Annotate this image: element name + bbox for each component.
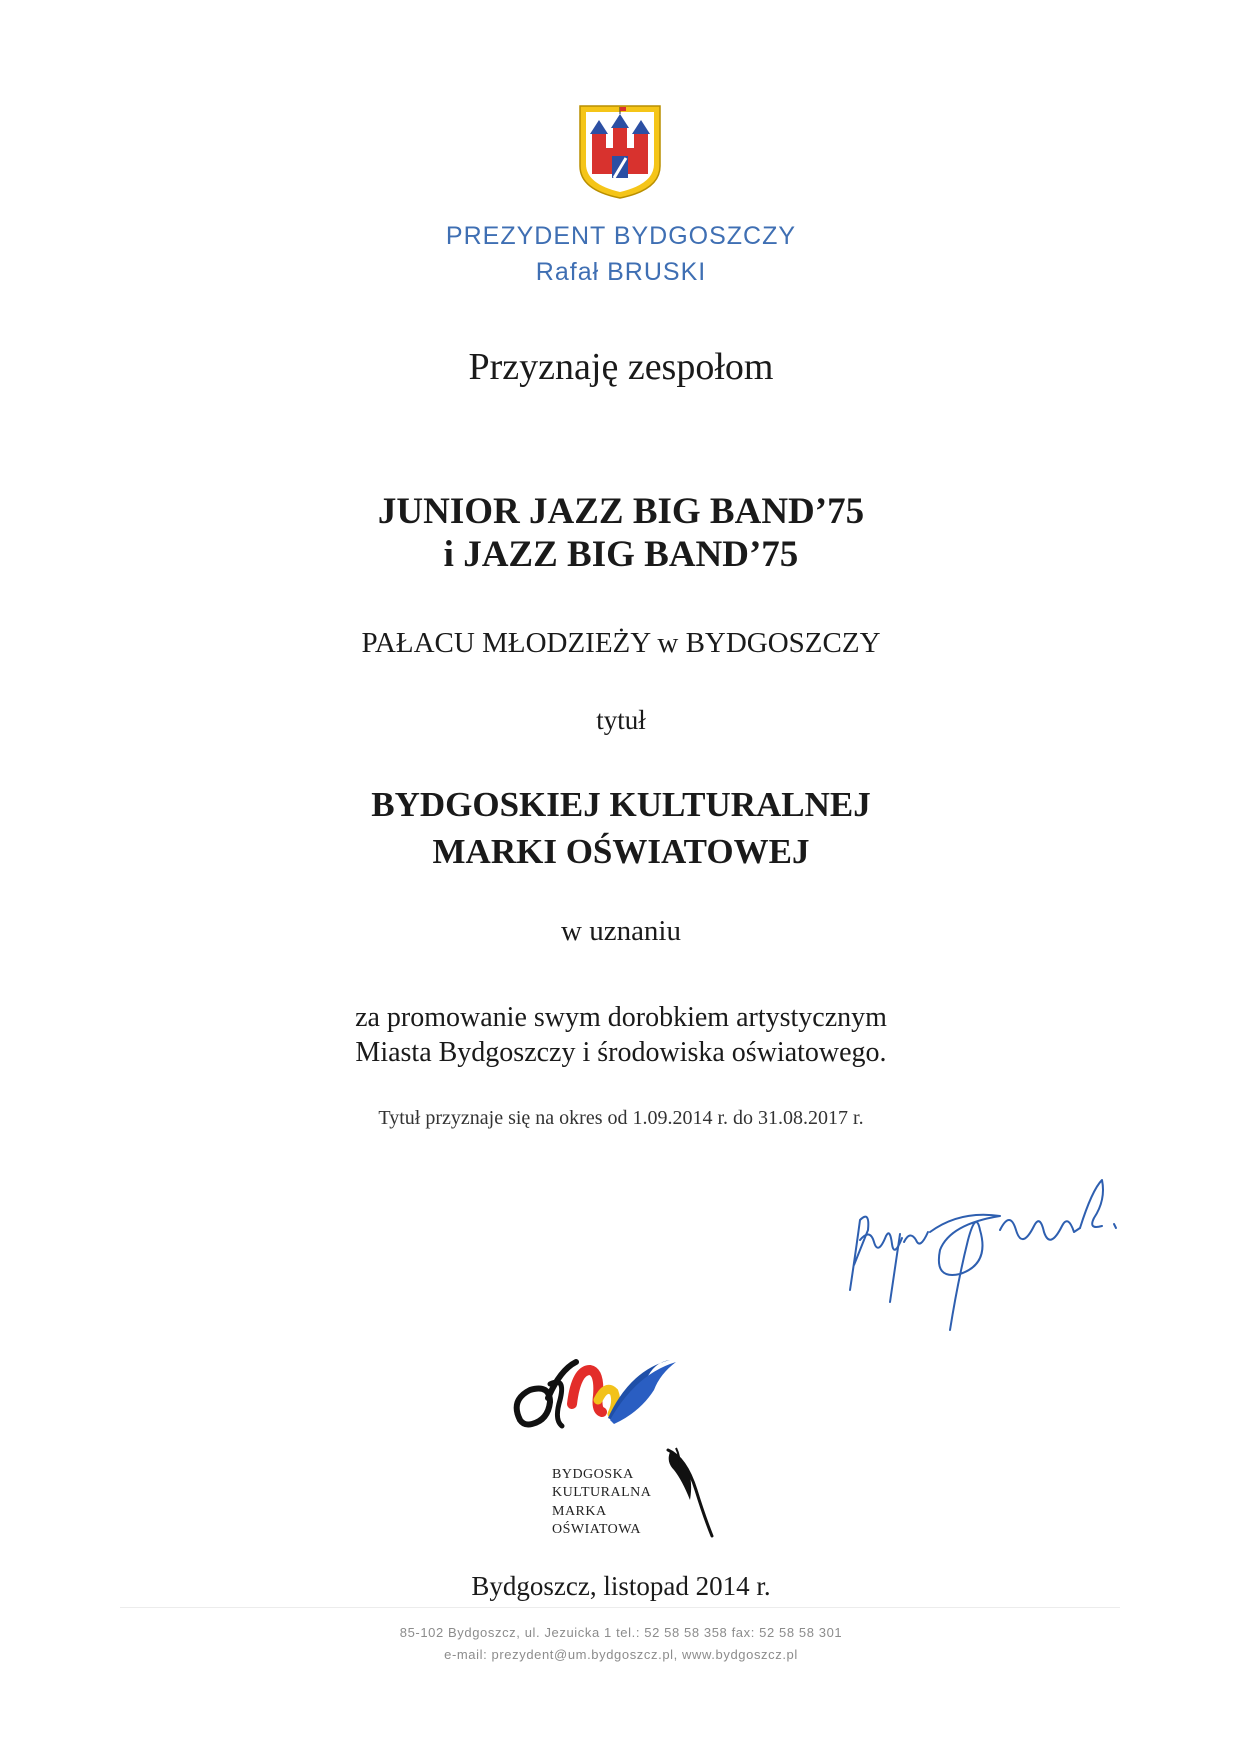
intro-text: Przyznaję zespołom bbox=[468, 346, 774, 388]
footer-divider bbox=[120, 1607, 1120, 1608]
title-word: tytuł bbox=[596, 705, 646, 735]
logo-text-line-1: BYDGOSKA bbox=[552, 1467, 634, 1482]
recognition-text: w uznaniu bbox=[561, 915, 681, 947]
award-line-1: BYDGOSKIEJ KULTURALNEJ bbox=[371, 785, 871, 824]
reason-line-1: za promowanie swym dorobkiem artystycznym bbox=[355, 1002, 887, 1033]
bydgoszcz-coat-of-arms-icon bbox=[578, 104, 662, 200]
issuer-name: Rafał BRUSKI bbox=[535, 258, 707, 286]
logo-text-line-3: MARKA bbox=[552, 1504, 607, 1519]
bands-line-2: i JAZZ BIG BAND’75 bbox=[443, 534, 799, 575]
institution-name: PAŁACU MŁODZIEŻY w BYDGOSZCZY bbox=[361, 627, 881, 659]
footer-address: 85-102 Bydgoszcz, ul. Jezuicka 1 tel.: 52 58 58 358 fax: 52 58 58 301 bbox=[399, 1625, 843, 1640]
award-line-2: MARKI OŚWIATOWEJ bbox=[432, 832, 810, 871]
city-date: Bydgoszcz, listopad 2014 r. bbox=[471, 1571, 771, 1601]
reason-line-2: Miasta Bydgoszczy i środowiska oświatowego. bbox=[355, 1037, 887, 1068]
footer-contact: e-mail: prezydent@um.bydgoszcz.pl, www.bydgoszcz.pl bbox=[444, 1647, 798, 1662]
logo-text-line-2: KULTURALNA bbox=[552, 1485, 652, 1500]
signature-icon bbox=[830, 1170, 1160, 1340]
validity-period: Tytuł przyznaje się na okres od 1.09.2014 r. do 31.08.2017 r. bbox=[378, 1107, 864, 1129]
bands-line-1: JUNIOR JAZZ BIG BAND’75 bbox=[377, 491, 865, 532]
logo-text-line-4: OŚWIATOWA bbox=[552, 1522, 642, 1537]
issuer-title: PREZYDENT BYDGOSZCZY bbox=[445, 222, 797, 250]
